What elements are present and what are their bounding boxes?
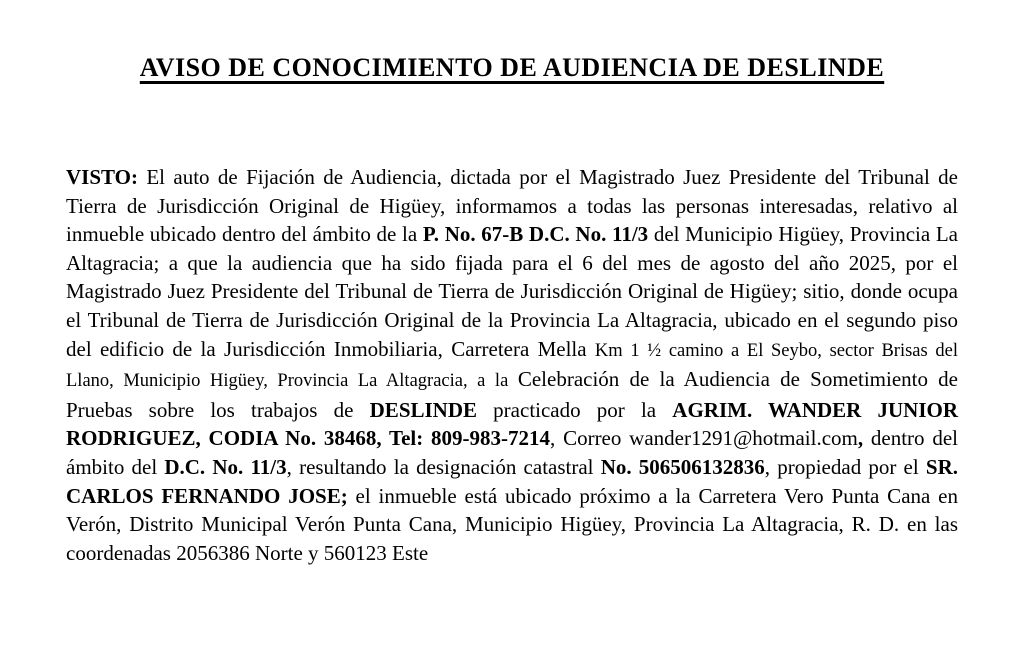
text-run: El auto de Fijación de Audiencia, dictada por el Magistrado Juez Presidente del Tribunal de Tierra de Jurisdicción Original de Higüey, informamos a todas las personas interesadas, relativo al inmueble ubicado dentro del ámbito de la bbox=[66, 165, 958, 247]
text-run: practicado por la bbox=[477, 397, 673, 422]
notice-body bbox=[66, 163, 958, 567]
text-run: el inmueble está ubicado próximo a la Carretera Vero Punta Cana en Verón, Distrito Municipal Verón Punta Cana, Municipio Higüey, Provincia La Altagracia, R. D. en las coordenadas 2056386 Norte y 560123 Este bbox=[66, 483, 958, 565]
text-run: , bbox=[857, 426, 864, 451]
text-run: AGRIM. WANDER JUNIOR RODRIGUEZ, CODIA No. 38468, Tel: 809-983-7214 bbox=[66, 397, 959, 451]
text-run: Km 1 ½ camino a El Seybo, sector Brisas del Llano, Municipio Higüey, Provincia La Altagracia, a la bbox=[66, 340, 958, 392]
text-run: No. 506506132836 bbox=[600, 454, 765, 479]
notice-title: AVISO DE CONOCIMIENTO DE AUDIENCIA DE DESLINDE bbox=[139, 53, 885, 82]
text-run: Celebración de la Audiencia de Sometimiento de Pruebas sobre los trabajos de bbox=[66, 367, 958, 422]
text-run: dentro del ámbito del bbox=[66, 426, 958, 479]
text-run: P. No. 67-B D.C. No. 11/3 bbox=[422, 222, 649, 247]
text-run: DESLINDE bbox=[369, 397, 478, 422]
text-run: del Municipio Higüey, Provincia La Altagracia; a que la audiencia que ha sido fijada para el 6 del mes de agosto del año 2025, por el Magistrado Juez Presidente del Tribunal de Tierra de Jurisdicción Original de Higüey; sitio, donde ocupa el Tribunal de Tierra de Jurisdicción Original de la Provincia La Altagracia, ubicado en el segundo piso del edificio de la Jurisdicción Inmobiliaria, Carretera Mella bbox=[66, 222, 958, 361]
text-run: D.C. No. 11/3 bbox=[164, 454, 287, 479]
text-run: , resultando la designación catastral bbox=[286, 454, 601, 479]
text-run: , propiedad por el bbox=[764, 454, 926, 479]
text-run: SR. CARLOS FERNANDO JOSE; bbox=[66, 454, 958, 508]
text-run: VISTO: bbox=[66, 165, 138, 189]
text-run: , Correo wander1291@hotmail.com bbox=[550, 426, 858, 451]
